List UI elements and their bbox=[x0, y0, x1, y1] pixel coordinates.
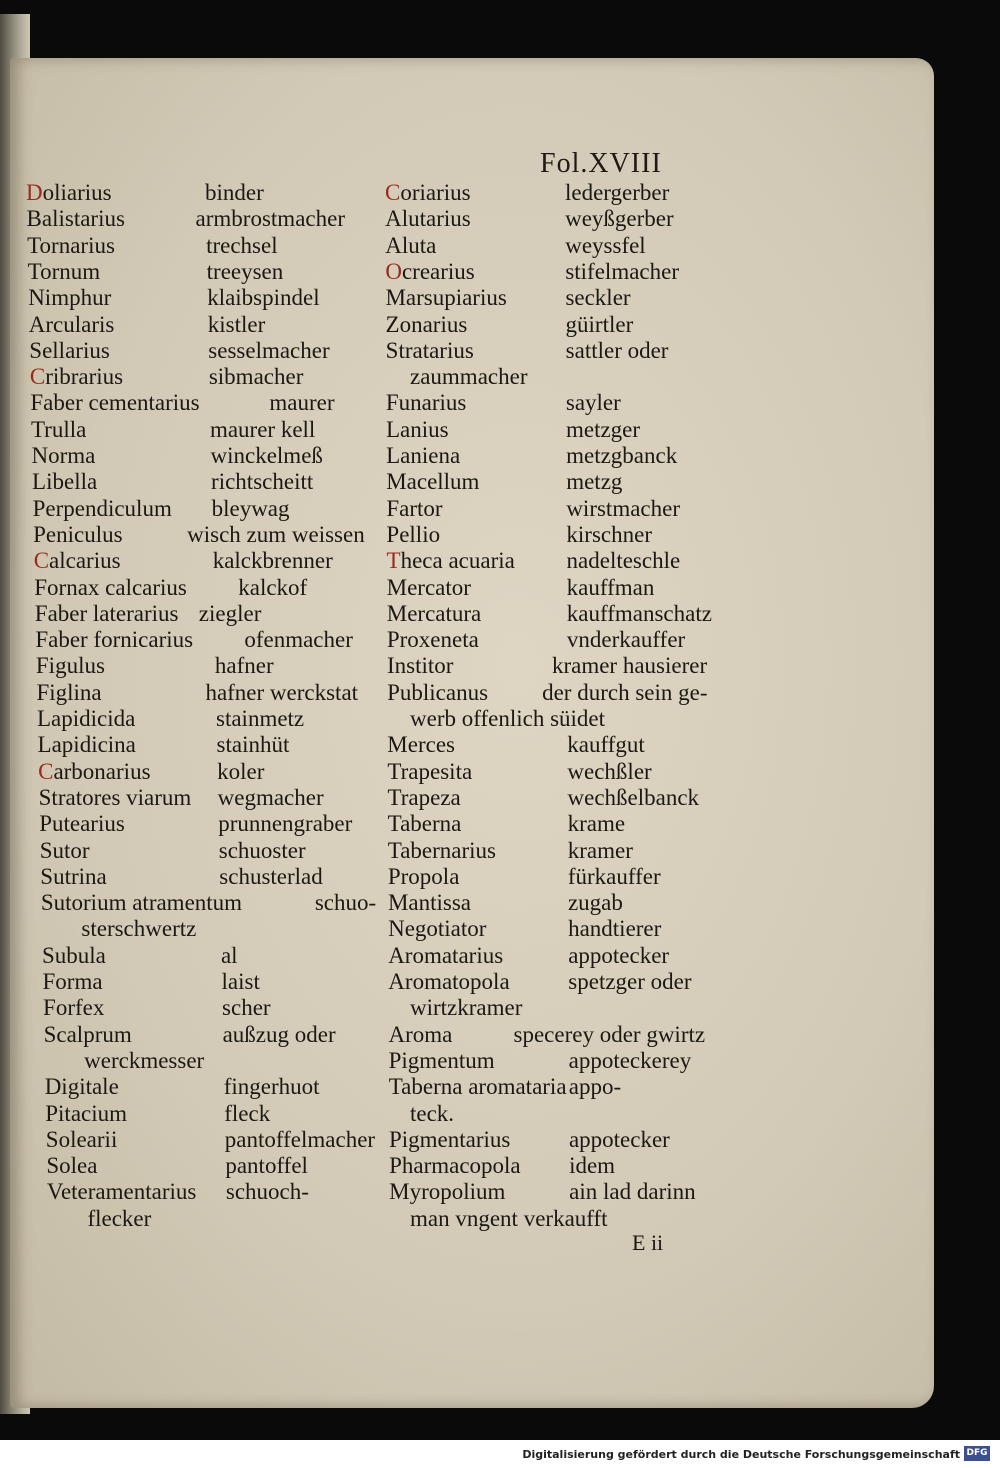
entry-latin-right: Aluta bbox=[385, 232, 437, 258]
entry-german-left: hafner werckstat bbox=[205, 679, 359, 705]
entry-latin-right: Trapeza bbox=[387, 784, 461, 810]
entry-german-right: kauffmanschatz bbox=[566, 600, 712, 626]
entry-latin-left: Cribrarius bbox=[29, 364, 124, 390]
entry-german-right: metzgbanck bbox=[566, 443, 678, 468]
entry-german-left: kistler bbox=[207, 311, 266, 337]
entry-german-left: schuo- bbox=[314, 890, 377, 916]
entry-german-left: schusterlad bbox=[219, 863, 323, 889]
rubricated-initial: C bbox=[29, 364, 46, 390]
entry-latin-right: Aromatarius bbox=[388, 942, 504, 968]
entry-latin-left: Faber cementarius bbox=[30, 390, 200, 416]
entry-german-left: ofenmacher bbox=[244, 627, 353, 653]
entry-german-right: fürkauffer bbox=[567, 863, 661, 889]
entry-latin-right: Lanius bbox=[385, 416, 449, 442]
entry-latin-left: Figlina bbox=[36, 679, 102, 705]
entry-latin-right: Stratarius bbox=[385, 337, 474, 363]
entry-german-right: metzger bbox=[565, 416, 641, 442]
entry-german-right: wirstmacher bbox=[566, 495, 680, 521]
entry-latin-right: Proxeneta bbox=[386, 627, 479, 653]
entry-german-right: ledergerber bbox=[565, 180, 670, 205]
entry-latin-right: Pharmacopola bbox=[389, 1153, 521, 1179]
rubricated-initial: D bbox=[26, 180, 43, 205]
entry-latin-left: Putearius bbox=[39, 811, 125, 837]
entry-german-right: krame bbox=[567, 811, 626, 837]
entry-german-left: trechsel bbox=[206, 232, 278, 258]
entry-latin-right: Aromatopola bbox=[388, 969, 510, 994]
rubricated-initial: T bbox=[386, 548, 401, 574]
entry-latin-right: Pigmentum bbox=[388, 1047, 495, 1073]
entry-german-right: idem bbox=[569, 1153, 616, 1179]
entry-latin-right: Theca acuaria bbox=[386, 548, 515, 574]
entry-german-right: zugab bbox=[567, 890, 623, 916]
rubricated-initial: C bbox=[38, 758, 54, 784]
entry-latin-left: Tornum bbox=[27, 258, 101, 284]
entry-latin-left: Veteramentarius bbox=[46, 1179, 197, 1205]
entry-german-right: kauffman bbox=[566, 574, 655, 600]
entry-latin-right: Institor bbox=[386, 653, 454, 679]
entry-latin-left: Peniculus bbox=[33, 521, 123, 547]
entry-latin-left: Libella bbox=[32, 469, 98, 495]
entry-latin-left: Sutrina bbox=[40, 863, 107, 889]
entry-latin-right: Mercator bbox=[386, 574, 471, 600]
entry-german-right: seckler bbox=[565, 285, 631, 311]
rubricated-initial: C bbox=[33, 548, 50, 574]
entry-latin-right: Tabernarius bbox=[387, 837, 496, 863]
entry-latin-left: Faber laterarius bbox=[34, 600, 179, 626]
entry-latin-left: Lapidicida bbox=[37, 706, 136, 731]
rubricated-initial: C bbox=[385, 180, 401, 205]
entry-latin-left: Scalprum bbox=[43, 1021, 132, 1047]
footer-bar bbox=[0, 1440, 1000, 1468]
entry-latin-left: Sellarius bbox=[29, 337, 110, 363]
entry-german-left: maurer bbox=[269, 390, 335, 416]
entry-german-right: wechßelbanck bbox=[567, 784, 700, 810]
entry-german-left: wisch zum weissen bbox=[187, 521, 365, 547]
entry-latin-right: Zonarius bbox=[385, 311, 468, 337]
entry-latin-left: Nimphur bbox=[28, 285, 112, 311]
entry-latin-left: Norma bbox=[31, 443, 96, 468]
entry-german-right: spetzger oder bbox=[568, 969, 692, 994]
entry-german-right: der durch sein ge- bbox=[542, 679, 708, 705]
entry-german-right: werb offenlich süidet bbox=[410, 706, 606, 731]
signature-mark: E ii bbox=[632, 1230, 664, 1255]
entry-german-left: ziegler bbox=[198, 600, 262, 626]
entry-latin-right: Myropolium bbox=[389, 1179, 506, 1205]
funding-credit: Digitalisierung gefördert durch die Deutsche Forschungsgemeinschaft bbox=[522, 1448, 960, 1461]
entry-latin-left: Forma bbox=[42, 969, 103, 994]
entry-german-left: fingerhuot bbox=[223, 1074, 320, 1100]
entry-german-left: kalckbrenner bbox=[212, 548, 333, 574]
entry-german-left: werckmesser bbox=[84, 1047, 205, 1073]
dfg-logo: DFG bbox=[964, 1446, 990, 1461]
entry-latin-left: Trulla bbox=[30, 416, 87, 442]
entry-latin-left: Digitale bbox=[44, 1074, 119, 1100]
entry-german-left: schuoster bbox=[218, 837, 306, 863]
entry-latin-right: Funarius bbox=[385, 390, 467, 416]
entry-latin-right: Propola bbox=[387, 863, 460, 889]
entry-german-right: kauffgut bbox=[567, 732, 645, 758]
entry-german-right: güirtler bbox=[565, 311, 634, 337]
entry-german-left: binder bbox=[205, 180, 264, 205]
entry-latin-left: Solea bbox=[46, 1153, 98, 1179]
entry-german-right: metzg bbox=[566, 469, 623, 495]
entry-latin-right: Mercatura bbox=[386, 600, 482, 626]
entry-german-right: kramer hausierer bbox=[551, 653, 708, 679]
entry-latin-left: Forfex bbox=[43, 995, 105, 1021]
entry-latin-left: Doliarius bbox=[26, 180, 112, 205]
entry-latin-right: Taberna aromataria bbox=[388, 1074, 567, 1100]
entry-latin-right: Ocrearius bbox=[385, 258, 475, 284]
entry-latin-right: Pellio bbox=[386, 521, 441, 547]
entry-german-left: armbrostmacher bbox=[195, 206, 345, 232]
entry-latin-left: Sutor bbox=[39, 837, 90, 863]
entry-german-left: stainmetz bbox=[216, 706, 305, 731]
entry-german-left: prunnengraber bbox=[218, 811, 353, 837]
entry-german-left: sibmacher bbox=[208, 364, 304, 390]
entry-german-left: treeysen bbox=[206, 258, 284, 284]
entry-german-left: klaibspindel bbox=[207, 285, 320, 311]
entry-latin-left: Sutorium atramentum bbox=[40, 890, 243, 916]
entry-latin-left: Fornax calcarius bbox=[34, 574, 187, 600]
entry-latin-left: Arcularis bbox=[28, 311, 115, 337]
entry-german-right: specerey oder gwirtz bbox=[513, 1021, 706, 1047]
entry-german-left: bleywag bbox=[211, 495, 290, 521]
entry-german-right: sayler bbox=[565, 390, 621, 416]
entry-latin-right: Aroma bbox=[388, 1021, 453, 1047]
entry-german-left: scher bbox=[222, 995, 271, 1021]
entry-latin-left: Calcarius bbox=[33, 548, 121, 574]
entry-german-left: al bbox=[220, 942, 238, 968]
entry-german-right: ain lad darinn bbox=[569, 1179, 696, 1205]
entry-latin-right: Mantissa bbox=[387, 890, 472, 916]
entry-german-right: sattler oder bbox=[565, 337, 669, 363]
entry-german-right: vnderkauffer bbox=[566, 627, 686, 653]
entry-german-left: sterschwertz bbox=[81, 916, 197, 942]
entry-german-right: wirtzkramer bbox=[410, 995, 523, 1021]
entry-latin-right: Publicanus bbox=[387, 679, 489, 705]
entry-german-right: wechßler bbox=[567, 758, 652, 784]
entry-german-right: appotecker bbox=[568, 1126, 670, 1152]
entry-latin-right: Taberna bbox=[387, 811, 462, 837]
entry-german-right: nadelteschle bbox=[566, 548, 681, 574]
entry-latin-left: Lapidicina bbox=[37, 732, 136, 758]
entry-latin-right: Merces bbox=[387, 732, 455, 758]
entry-latin-left: Subula bbox=[41, 942, 106, 968]
entry-latin-right: Fartor bbox=[386, 495, 443, 521]
entry-german-right: man vngent verkaufft bbox=[410, 1205, 608, 1231]
entry-latin-right: Alutarius bbox=[385, 206, 471, 232]
entry-german-left: schuoch- bbox=[225, 1179, 309, 1205]
entry-german-right: kirschner bbox=[566, 521, 652, 547]
entry-german-left: maurer kell bbox=[209, 416, 316, 442]
entry-latin-left: Solearii bbox=[45, 1126, 118, 1152]
entry-latin-left: Faber fornicarius bbox=[35, 627, 194, 653]
entry-german-right: weyssfel bbox=[565, 232, 646, 258]
entry-german-left: stainhüt bbox=[216, 732, 290, 758]
entry-german-right: handtierer bbox=[568, 916, 662, 942]
entry-german-left: laist bbox=[221, 969, 260, 994]
entry-latin-right: Macellum bbox=[386, 469, 480, 495]
folio-number: Fol.XVIII bbox=[540, 148, 662, 179]
entry-german-left: außzug oder bbox=[222, 1021, 336, 1047]
entry-german-left: sesselmacher bbox=[208, 337, 330, 363]
entry-german-left: fleck bbox=[224, 1100, 271, 1126]
entry-german-left: richtscheitt bbox=[211, 469, 314, 495]
entry-latin-right: Pigmentarius bbox=[388, 1126, 511, 1152]
entry-german-left: hafner bbox=[214, 653, 274, 679]
entry-german-right: appotecker bbox=[568, 942, 670, 968]
entry-latin-right: Laniena bbox=[386, 443, 461, 468]
entry-latin-left: Perpendiculum bbox=[32, 495, 172, 521]
entry-german-left: pantoffelmacher bbox=[224, 1126, 376, 1152]
entry-german-left: koler bbox=[217, 758, 265, 784]
entry-latin-right: Negotiator bbox=[388, 916, 487, 942]
entry-german-right: zaummacher bbox=[410, 364, 528, 390]
entry-latin-left: Balistarius bbox=[26, 206, 125, 232]
entry-latin-left: Pitacium bbox=[45, 1100, 128, 1126]
entry-german-right: weyßgerber bbox=[565, 206, 674, 232]
entry-german-left: flecker bbox=[87, 1205, 152, 1231]
entry-german-right: appo- bbox=[568, 1074, 622, 1100]
entry-latin-right: Trapesita bbox=[387, 758, 473, 784]
entry-german-left: pantoffel bbox=[225, 1153, 308, 1179]
entry-latin-left: Figulus bbox=[35, 653, 105, 679]
entry-latin-right: Coriarius bbox=[385, 180, 471, 205]
entry-german-left: winckelmeß bbox=[210, 443, 323, 468]
entry-german-right: kramer bbox=[567, 837, 633, 863]
entry-german-right: teck. bbox=[410, 1100, 455, 1126]
rubricated-initial: O bbox=[385, 258, 402, 284]
entry-german-left: kalckof bbox=[238, 574, 308, 600]
entry-latin-right: Marsupiarius bbox=[385, 285, 507, 311]
entry-german-right: stifelmacher bbox=[565, 258, 679, 284]
entry-german-right: appoteckerey bbox=[568, 1047, 692, 1073]
entry-latin-left: Carbonarius bbox=[38, 758, 151, 784]
entry-latin-left: Stratores viarum bbox=[38, 784, 192, 810]
entry-latin-left: Tornarius bbox=[27, 232, 115, 258]
entry-german-left: wegmacher bbox=[217, 784, 324, 810]
